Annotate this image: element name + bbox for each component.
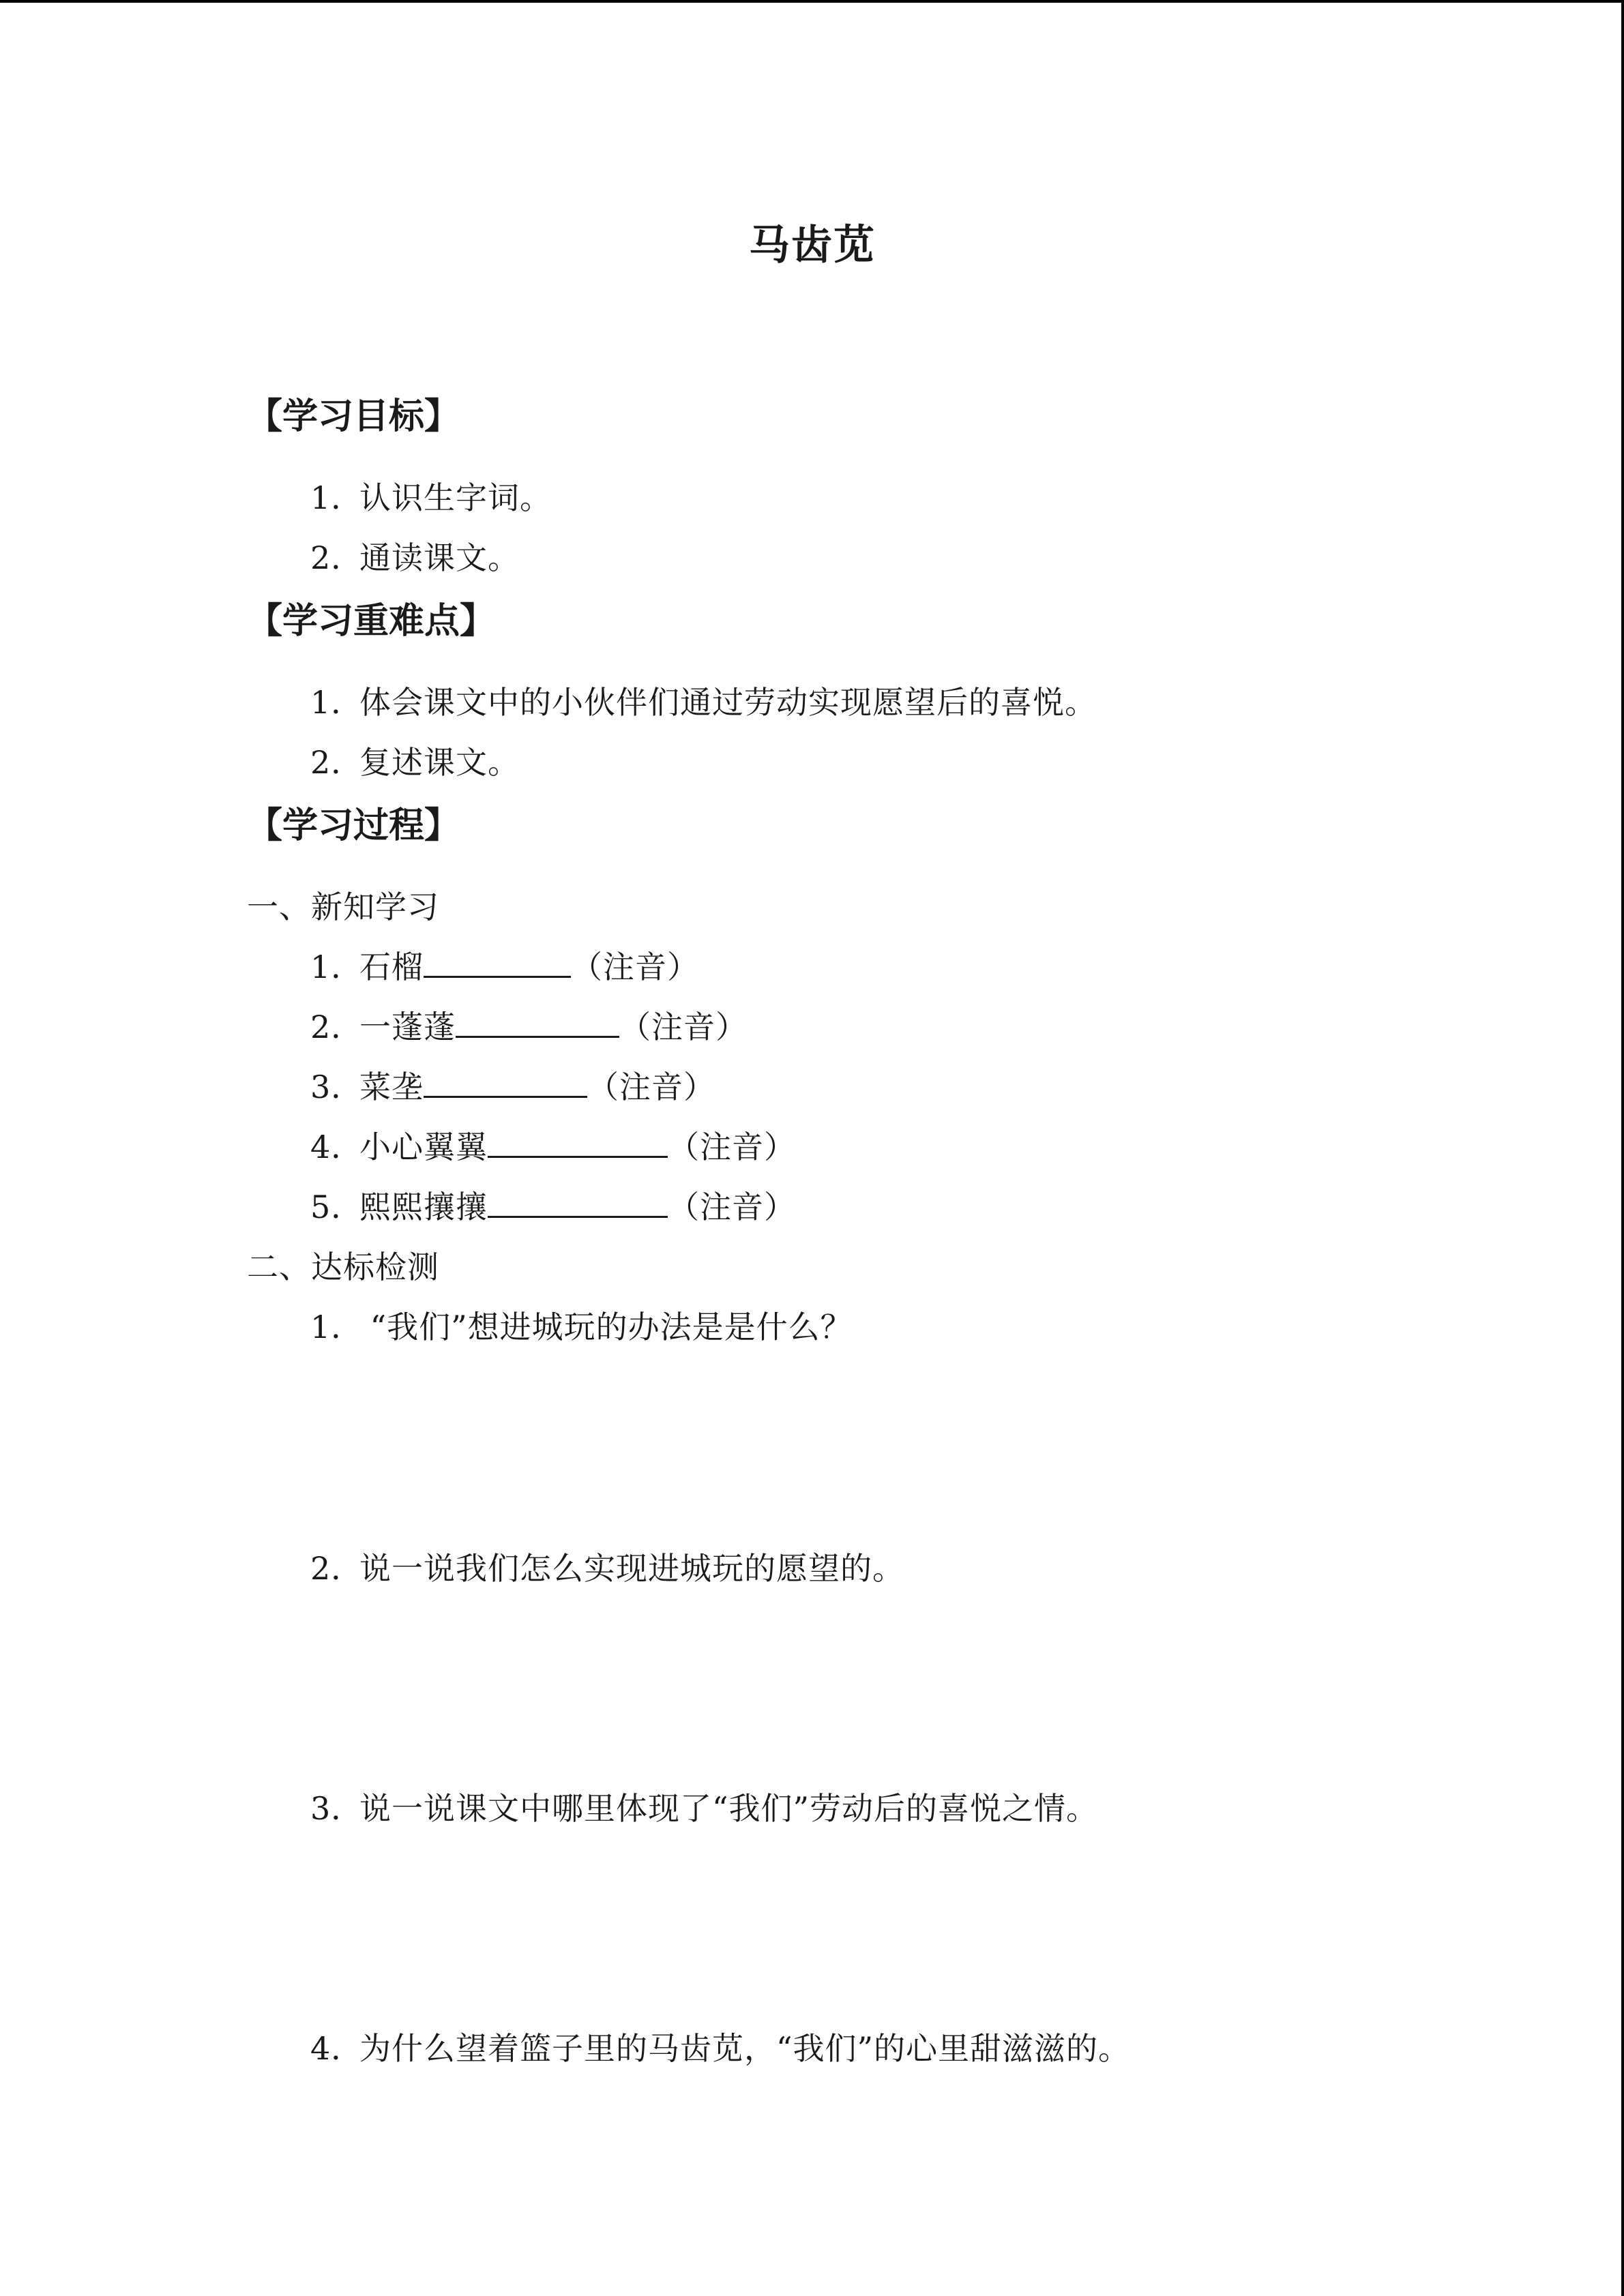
key-point-item xyxy=(310,678,1097,723)
item-number: 1． xyxy=(310,479,364,516)
goal-item xyxy=(310,473,552,518)
section-heading-process: 【学习过程】 xyxy=(247,805,460,846)
section-heading-goals: 【学习目标】 xyxy=(247,396,460,437)
item-number: 2． xyxy=(310,744,364,781)
item-number: 4． xyxy=(310,1129,364,1165)
answer-blank[interactable] xyxy=(424,949,571,978)
goal-item xyxy=(310,533,520,578)
phonetic-item xyxy=(310,942,699,987)
item-number: 1． xyxy=(310,1309,364,1345)
question-item xyxy=(310,2024,1130,2069)
note: （注音） xyxy=(668,1189,796,1225)
word: 菜垄 xyxy=(359,1069,424,1105)
item-number: 2． xyxy=(310,1550,364,1587)
item-number: 1． xyxy=(310,949,364,985)
part-title-new-knowledge: 一、新知学习 xyxy=(247,889,439,925)
word: 一蓬蓬 xyxy=(359,1009,456,1045)
phonetic-item xyxy=(310,1122,796,1167)
question-item xyxy=(310,1784,1098,1829)
answer-blank[interactable] xyxy=(456,1009,619,1038)
page-border-right xyxy=(1621,0,1624,2296)
word: 小心翼翼 xyxy=(359,1129,488,1165)
word: 石榴 xyxy=(359,949,424,985)
document-title: 马齿苋 xyxy=(749,222,876,269)
item-text: 体会课文中的小伙伴们通过劳动实现愿望后的喜悦。 xyxy=(359,684,1097,721)
item-number: 3． xyxy=(310,1069,364,1105)
note: （注音） xyxy=(619,1009,748,1045)
word: 熙熙攘攘 xyxy=(359,1189,488,1225)
item-text: 认识生字词。 xyxy=(359,479,552,516)
section-heading-key-points: 【学习重难点】 xyxy=(247,600,496,642)
answer-blank[interactable] xyxy=(488,1129,668,1158)
note: （注音） xyxy=(587,1069,715,1105)
answer-blank[interactable] xyxy=(424,1069,587,1098)
part-title-assessment: 二、达标检测 xyxy=(247,1249,439,1285)
item-number: 2． xyxy=(310,1009,364,1045)
item-number: 2． xyxy=(310,539,364,576)
item-text: 通读课文。 xyxy=(359,539,520,576)
item-number: 1． xyxy=(310,684,364,721)
item-number: 5． xyxy=(310,1189,364,1225)
question-item xyxy=(310,1302,853,1347)
question-item xyxy=(310,1544,904,1589)
item-text: 复述课文。 xyxy=(359,744,520,781)
phonetic-item xyxy=(310,1062,715,1107)
phonetic-item xyxy=(310,1182,796,1227)
item-number: 4． xyxy=(310,2030,364,2067)
page-border-top xyxy=(0,0,1624,3)
question-text: 为什么望着篮子里的马齿苋，“我们”的心里甜滋滋的。 xyxy=(359,2030,1131,2067)
note: （注音） xyxy=(571,949,699,985)
question-text: 说一说课文中哪里体现了“我们”劳动后的喜悦之情。 xyxy=(359,1790,1099,1827)
item-number: 3． xyxy=(310,1790,364,1827)
phonetic-item xyxy=(310,1002,748,1047)
answer-blank[interactable] xyxy=(488,1189,668,1218)
question-text: “我们”想进城玩的办法是是什么？ xyxy=(359,1309,853,1345)
key-point-item xyxy=(310,738,520,783)
note: （注音） xyxy=(668,1129,796,1165)
question-text: 说一说我们怎么实现进城玩的愿望的。 xyxy=(359,1550,904,1587)
